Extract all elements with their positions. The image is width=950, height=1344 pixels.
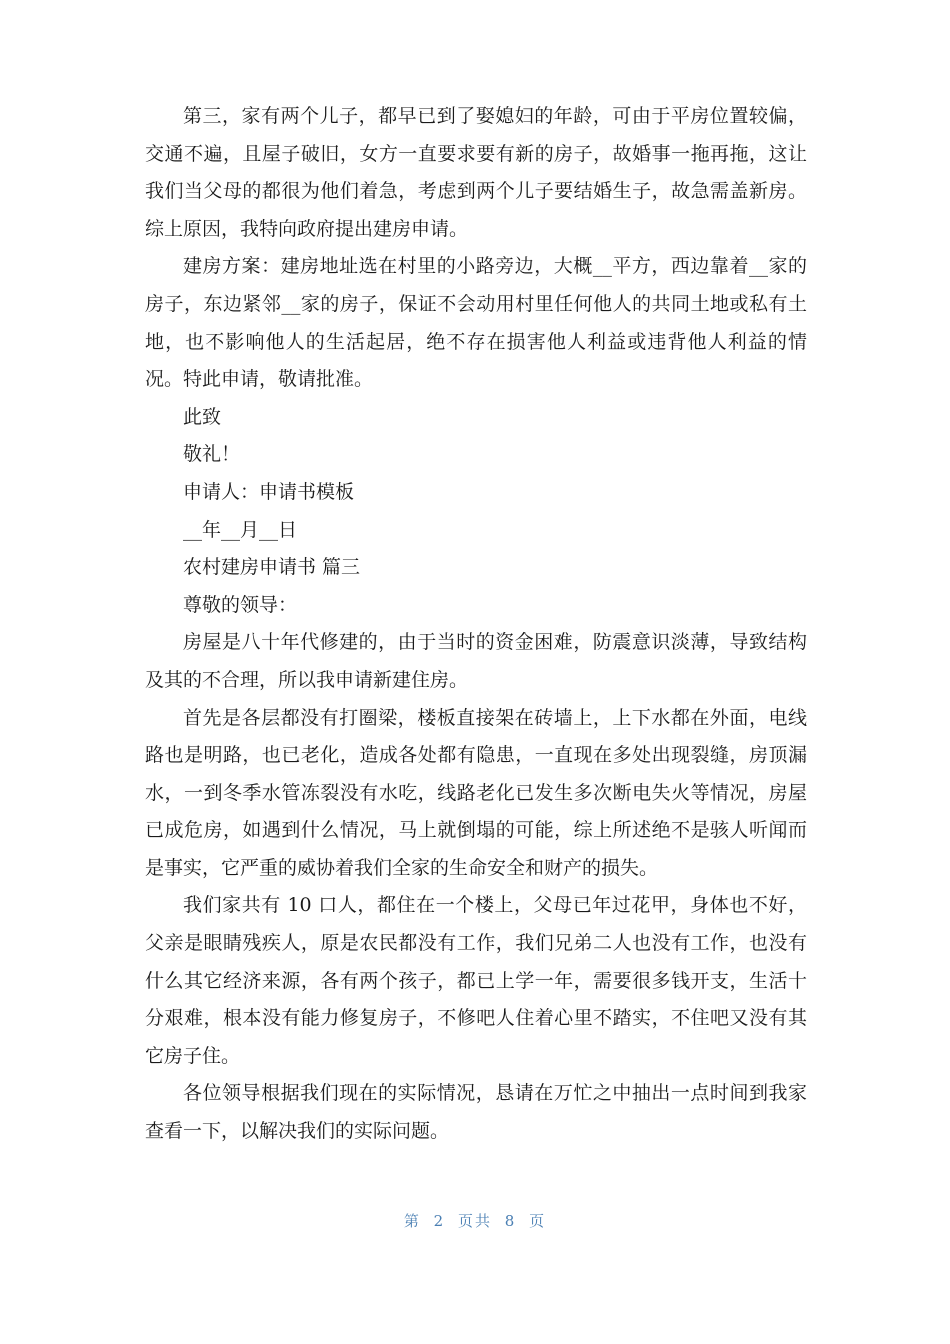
paragraph-family-situation: 我们家共有 10 口人，都住在一个楼上，父母已年过花甲，身体也不好，父亲是眼睛残疾人，原是农民都没有工作，我们兄弟二人也没有工作，也没有什么其它经济来源，各有两个孩子，都已上学一年，需要很多钱开支，生活十分艰难，根本没有能力修复房子，不修吧人住着心里不踏实，不住吧又没有其它房子住。 [145, 894, 807, 1067]
document-body [145, 98, 807, 1151]
section-title: 农村建房申请书 篇三 [183, 556, 361, 579]
date-line: __年__月__日 [183, 518, 298, 541]
closing-regards: 敬礼！ [183, 443, 241, 466]
paragraph-request: 各位领导根据我们现在的实际情况，恳请在万忙之中抽出一点时间到我家查看一下，以解决我们的实际问题。 [145, 1082, 807, 1143]
paragraph-house-condition: 首先是各层都没有打圈梁，楼板直接架在砖墙上，上下水都在外面，电线路也是明路，也已老化，造成各处都有隐患，一直现在多处出现裂缝，房顶漏水，一到冬季水管冻裂没有水吃，线路老化已发生多次断电失火等情况，房屋已成危房，如遇到什么情况，马上就倒塌的可能，综上所述绝不是骇人听闻而是事实，它严重的威协着我们全家的生命安全和财产的损失。 [145, 706, 807, 879]
closing-salutation: 此致 [183, 405, 222, 428]
paragraph-reason-three: 第三，家有两个儿子，都早已到了娶媳妇的年龄，可由于平房位置较偏，交通不遍，且屋子破旧，女方一直要求要有新的房子，故婚事一拖再拖，这让我们当父母的都很为他们着急，考虑到两个儿子要结婚生子，故急需盖新房。综上原因，我特向政府提出建房申请。 [145, 105, 807, 240]
paragraph-building-plan: 建房方案：建房地址选在村里的小路旁边，大概__平方，西边靠着__家的房子，东边紧邻__家的房子，保证不会动用村里任何他人的共同土地或私有土地，也不影响他人的生活起居，绝不存在损害他人利益或违背他人利益的情况。特此申请，敬请批准。 [145, 255, 807, 391]
applicant-line: 申请人：申请书模板 [183, 480, 355, 503]
paragraph-house-history: 房屋是八十年代修建的，由于当时的资金困难，防震意识淡薄，导致结构及其的不合理，所以我申请新建住房。 [145, 631, 807, 691]
greeting-line: 尊敬的领导： [183, 593, 298, 616]
page-number-footer: 第 2 页共 8 页 [403, 1212, 547, 1230]
